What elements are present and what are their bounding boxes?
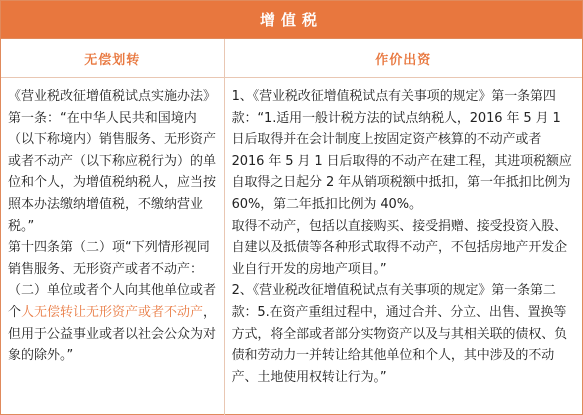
free-transfer-article-1: 《营业税改征增值税试点实施办法》第一条：“在中华人民共和国境内（以下称境内）销售服务、无形资产或者不动产（以下称应税行为）的单位和个人，为增值税纳税人，应当按照本办法缴纳增值税，不缴纳营业税。”: [8, 89, 217, 234]
column-header-free-transfer: 无偿划转: [84, 52, 141, 68]
article-14-item-suffix: ，但用于公益事业或者以社会公众为对象的除外。”: [8, 304, 217, 364]
article-14-intro: 第十四条第（二）项“下列情形视同销售服务、无形资产或者不动产：: [8, 240, 210, 277]
capital-contribution-cell: [225, 78, 582, 415]
column-headers: [1, 39, 582, 78]
capital-contribution-rule-1: 1、《营业税改征增值税试点有关事项的规定》第一条第四款：“1.适用一般计税方法的试点纳税人，2016 年 5 月 1 日后取得并在会计制度上按固定资产核算的不动产或者 2016 年 5 月 1 日后取得的不动产在建工程，其进项税额应自取得之日起分 2 年从销项税额中抵扣，第一年抵扣比例为 60%，第二年抵扣比例为 40%。: [231, 89, 572, 212]
highlighted-clause: 人无偿转让无形资产或者不动产: [21, 304, 204, 320]
free-transfer-article-14: [8, 237, 218, 367]
free-transfer-cell: [1, 78, 224, 415]
article-14-item-prefix: （二）单位或者个人向其他单位或者个: [8, 283, 217, 320]
capital-contribution-rule-2: 2、《营业税改征增值税试点有关事项的规定》第一条第二款：5.在资产重组过程中，通过合并、分立、出售、置换等方式，将全部或者部分实物资产以及与其相关联的债权、负债和劳动力一并转让给其他单位和个人，其中涉及的不动产、土地使用权转让行为。”: [231, 283, 568, 385]
table-body-row: [1, 78, 582, 415]
capital-contribution-rule-1-note: 取得不动产，包括以直接购买、接受捐赠、接受投资入股、自建以及抵债等各种形式取得不动产，不包括房地产开发企业自行开发的房地产项目。”: [231, 218, 568, 277]
column-header-capital-contribution: 作价出资: [375, 52, 432, 68]
table-title: 增值税: [1, 1, 582, 39]
